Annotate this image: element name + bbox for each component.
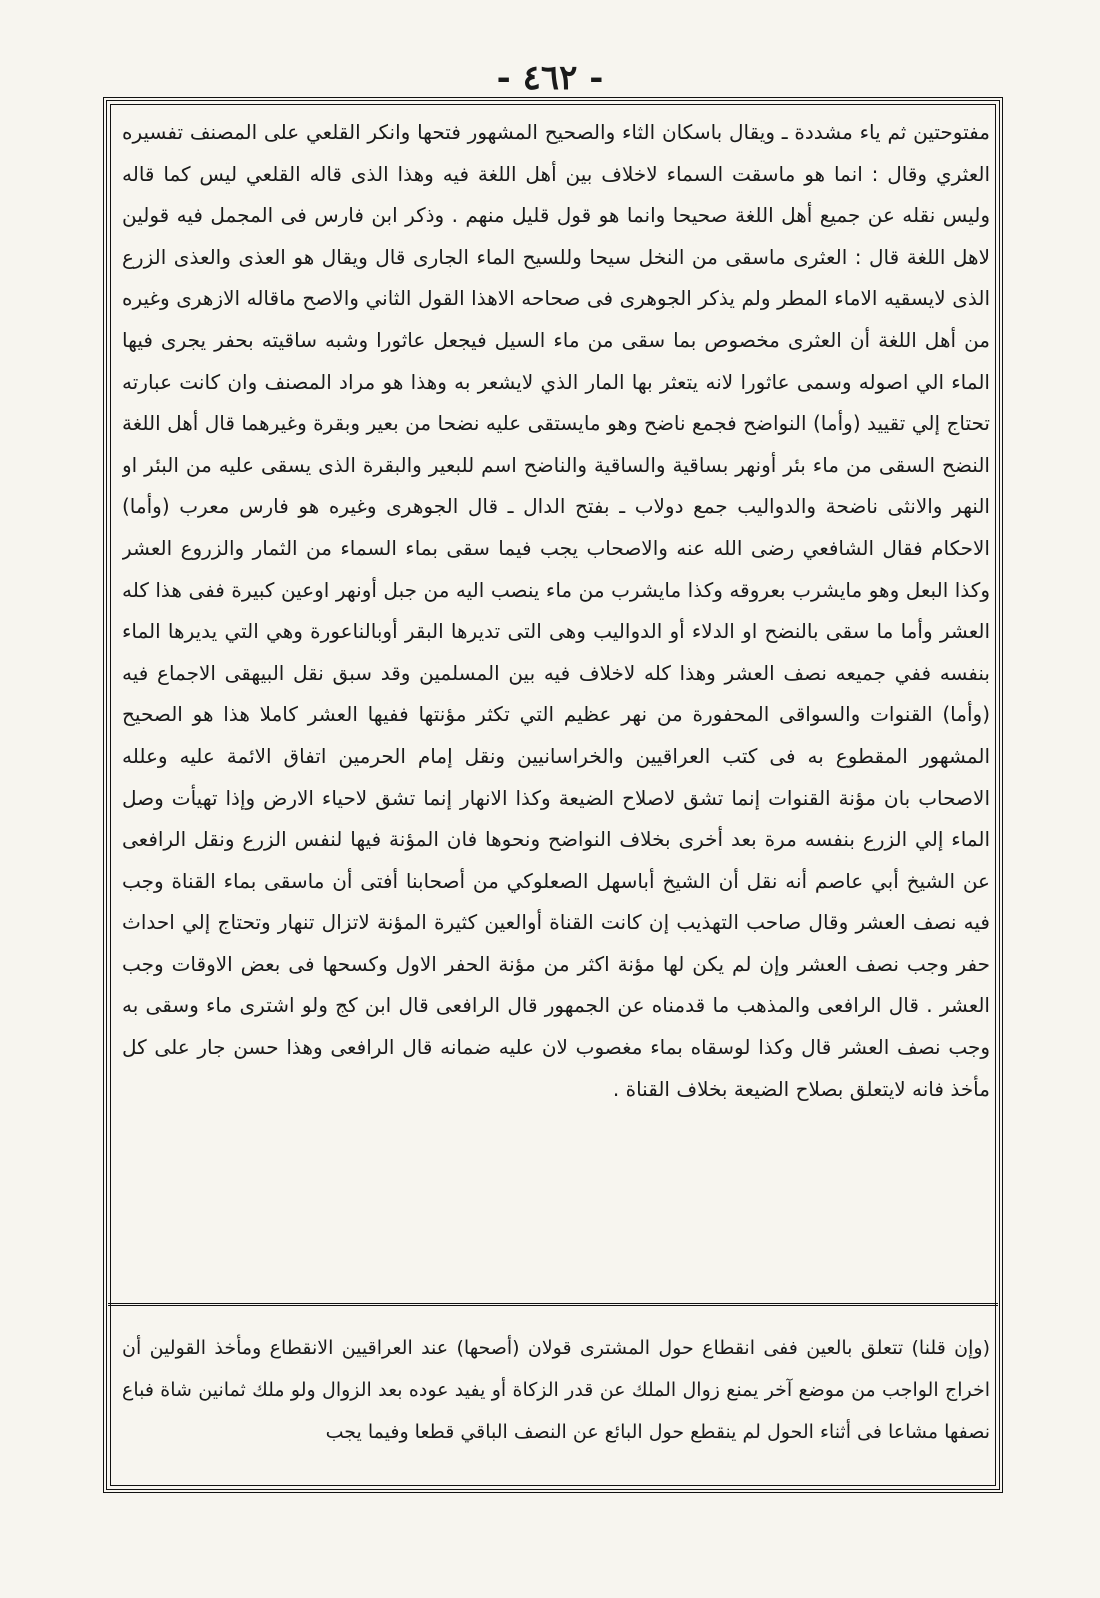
footnote-separator	[108, 1303, 998, 1306]
main-paragraph: مفتوحتين ثم ياء مشددة ـ ويقال باسكان الثاء والصحيح المشهور فتحها وانكر القلعي على المصنف تفسيره العثري وقال : انما هو ماسقت السماء لاخلاف بين أهل اللغة فيه وهذا الذى قاله القلعي ليس كما قاله وليس نقله عن جميع أهل اللغة صحيحا وانما هو قول قليل منهم . وذكر ابن فارس فى المجمل فيه قولين لاهل اللغة قال : العثرى ماسقى من النخل سيحا وللسيح الماء الجارى قال ويقال هو العذى والعذى الزرع الذى لايسقيه الاماء المطر ولم يذكر الجوهرى فى صحاحه الاهذا القول الثاني والاصح ماقاله الازهرى وغيره من أهل اللغة أن العثرى مخصوص بما سقى من ماء السيل فيجعل عاثورا وشبه ساقيته بحفر يجرى فيها الماء الي اصوله وسمى عاثورا لانه يتعثر بها المار الذي لايشعر به وهذا هو مراد المصنف وان كانت عبارته تحتاج إلي تقييد (وأما) النواضح فجمع ناضح وهو مايستقى عليه نضحا من بعير وبقرة وغيرهما قال أهل اللغة النضح السقى من ماء بئر أونهر بساقية والساقية والناضح اسم للبعير والبقرة الذى يسقى عليه من البئر او النهر والانثى ناضحة والدواليب جمع دولاب ـ بفتح الدال ـ قال الجوهرى وغيره هو فارس معرب (وأما) الاحكام فقال الشافعي رضى الله عنه والاصحاب يجب فيما سقى بماء السماء من الثمار والزروع العشر وكذا البعل وهو مايشرب بعروقه وكذا مايشرب من ماء ينصب اليه من جبل أونهر اوعين كبيرة ففى هذا كله العشر وأما ما سقى بالنضح او الدلاء أو الدواليب وهى التى تديرها البقر أوبالناعورة وهي التي يديرها الماء بنفسه ففي جميعه نصف العشر وهذا كله لاخلاف فيه بين المسلمين وقد سبق نقل البيهقى الاجماع فيه (وأما) القنوات والسواقى المحفورة من نهر عظيم التي تكثر مؤنتها ففيها العشر كاملا هذا هو الصحيح المشهور المقطوع به فى كتب العراقيين والخراسانيين ونقل إمام الحرمين اتفاق الائمة عليه وعلله الاصحاب بان مؤنة القنوات إنما تشق لاصلاح الضيعة وكذا الانهار إنما تشق لاحياء الارض وإذا تهيأت وصل الماء إلي الزرع بنفسه مرة بعد أخرى بخلاف النواضح ونحوها فان المؤنة فيها لنفس الزرع ونقل الرافعى عن الشيخ أبي عاصم أنه نقل أن الشيخ أباسهل الصعلوكي من أصحابنا أفتى أن ماسقى بماء القناة وجب فيه نصف العشر وقال صاحب التهذيب إن كانت القناة أوالعين كثيرة المؤنة لاتزال تنهار وتحتاج إلي احداث حفر وجب نصف العشر وإن لم يكن لها مؤنة اكثر من مؤنة الحفر الاول وكسحها فى بعض الاوقات وجب العشر . قال الرافعى والمذهب ما قدمناه عن الجمهور قال الرافعى قال ابن كج ولو اشترى ماء وسقى به وجب نصف العشر قال وكذا لوسقاه بماء مغصوب لان عليه ضمانه قال الرافعى وهذا حسن جار على كل مأخذ فانه لايتعلق بصلاح الضيعة بخلاف القناة .	[122, 120, 990, 1101]
footnote-text	[122, 1327, 990, 1467]
page-number: - ٤٦٢ -	[496, 58, 604, 98]
main-body-text	[122, 112, 990, 1292]
footnote-paragraph: (وإن قلنا) تتعلق بالعين ففى انقطاع حول المشترى قولان (أصحها) عند العراقيين الانقطاع ومأخذ القولين أن اخراج الواجب من موضع آخر يمنع زوال الملك عن قدر الزكاة أو يفيد عوده بعد الزوال ولو ملك ثمانين شاة فباع نصفها مشاعا فى أثناء الحول لم ينقطع حول البائع عن النصف الباقي قطعا وفيما يجب	[122, 1337, 990, 1443]
